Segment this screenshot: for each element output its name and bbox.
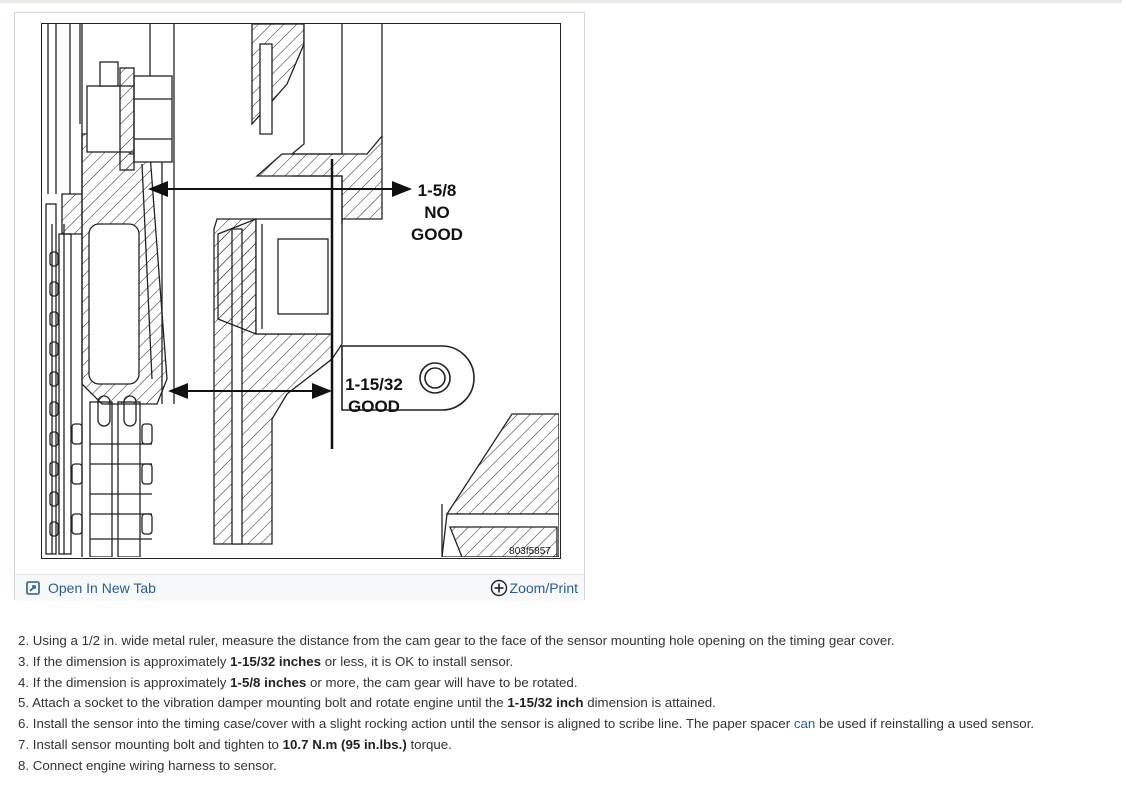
step-7: 7. Install sensor mounting bolt and tighten to 10.7 N.m (95 in.lbs.) torque. <box>18 736 452 752</box>
lower-bracket <box>442 414 559 557</box>
figure-id: 803f5857 <box>509 546 551 557</box>
figure-card <box>14 12 585 600</box>
figure-footer <box>15 574 584 601</box>
instruction-steps <box>18 631 1118 777</box>
zoom-plus-icon <box>490 579 508 597</box>
label-good-dim: 1-15/32 <box>345 375 403 394</box>
step-2: 2. Using a 1/2 in. wide metal ruler, measure the distance from the cam gear to the face of the sensor mounting hole opening on the timing gear cover. <box>18 633 895 648</box>
can-link[interactable]: can <box>793 716 816 732</box>
top-divider <box>0 0 1122 3</box>
sensor-diagram <box>41 23 561 559</box>
open-in-new-tab-label: Open In New Tab <box>48 580 156 596</box>
zoom-print-link[interactable] <box>490 579 578 597</box>
label-no-good-dim: 1-5/8 <box>417 181 457 200</box>
timing-cover <box>214 24 382 544</box>
zoom-print-label: Zoom/Print <box>509 580 578 596</box>
label-good: GOOD <box>348 397 400 416</box>
open-in-new-tab-link[interactable] <box>26 579 156 597</box>
step-5: 5. Attach a socket to the vibration damper mounting bolt and rotate engine until the 1-15/32 inch dimension is attained. <box>18 695 716 711</box>
open-new-tab-icon <box>26 581 40 595</box>
step-4: 4. If the dimension is approximately 1-5/8 inches or more, the cam gear will have to be rotated. <box>18 674 578 690</box>
label-no-good-line2: GOOD <box>411 225 463 244</box>
step-6: 6. Install the sensor into the timing case/cover with a slight rocking action until the sensor is aligned to scribe line. The paper spacer can be used if reinstalling a used sensor. <box>18 716 1035 732</box>
step-3: 3. If the dimension is approximately 1-15/32 inches or less, it is OK to install sensor. <box>18 653 514 669</box>
label-no-good-line1: NO <box>424 203 450 222</box>
step-8: 8. Connect engine wiring harness to sensor. <box>18 757 277 773</box>
cam-gear <box>62 134 167 404</box>
diagram-svg <box>42 24 559 557</box>
